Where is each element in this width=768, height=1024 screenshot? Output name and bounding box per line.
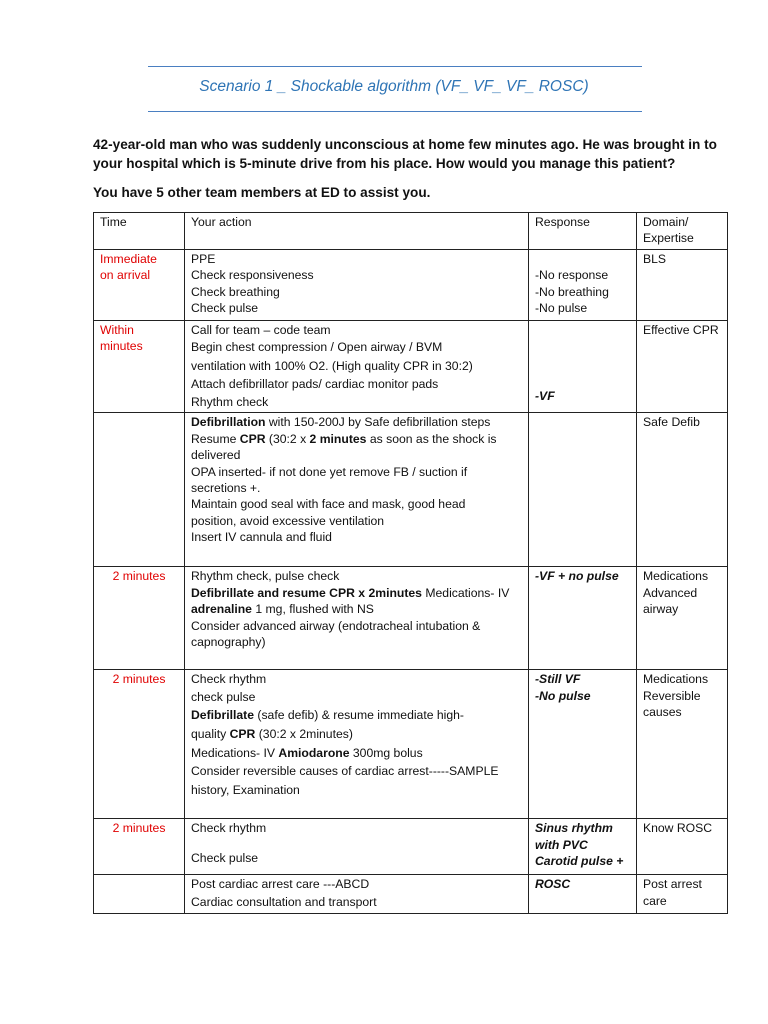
table-row — [94, 875, 728, 914]
action-cell: Check rhythm Check pulse — [185, 819, 529, 875]
table-row — [94, 413, 728, 567]
domain-cell: BLS — [637, 249, 728, 320]
time-cell — [94, 413, 185, 567]
response-cell: -No response -No breathing -No pulse — [529, 249, 637, 320]
header-response: Response — [529, 213, 637, 250]
domain-cell: Safe Defib — [637, 413, 728, 567]
action-cell: Post cardiac arrest care ---ABCD Cardiac consultation and transport — [185, 875, 529, 914]
response-cell — [529, 413, 637, 567]
action-cell: Rhythm check, pulse check Defibrillate and resume CPR x 2minutes Medications- IV adrenaline 1 mg, flushed with NS Consider advanced airway (endotracheal intubation & capnography) — [185, 567, 529, 670]
time-cell — [94, 875, 185, 914]
response-cell: -VF — [529, 320, 637, 413]
response-cell: -Still VF -No pulse — [529, 670, 637, 819]
response-cell: Sinus rhythm with PVC Carotid pulse + — [529, 819, 637, 875]
domain-cell: Medications Advanced airway — [637, 567, 728, 670]
table-row — [94, 567, 728, 670]
response-cell: ROSC — [529, 875, 637, 914]
time-cell: Within minutes — [94, 320, 185, 413]
time-cell: 2 minutes — [94, 670, 185, 819]
table-row — [94, 320, 728, 413]
header-action: Your action — [185, 213, 529, 250]
time-cell: 2 minutes — [94, 819, 185, 875]
table-row — [94, 670, 728, 819]
action-cell: PPE Check responsiveness Check breathing Check pulse — [185, 249, 529, 320]
action-cell: Call for team – code team Begin chest compression / Open airway / BVM ventilation with 100% O2. (High quality CPR in 30:2) Attach defibrillator pads/ cardiac monitor pads Rhythm check — [185, 320, 529, 413]
team-note: You have 5 other team members at ED to assist you. — [93, 185, 431, 200]
action-cell: Check rhythm check pulse Defibrillate (safe defib) & resume immediate high- quality CPR (30:2 x 2minutes) Medications- IV Amiodarone 300mg bolus Consider reversible causes of cardiac arrest-----SAMPLE history, Examination — [185, 670, 529, 819]
case-description: 42-year-old man who was suddenly unconscious at home few minutes ago. He was brought in to your hospital which is 5-minute drive from his place. How would you manage this patient? — [93, 137, 717, 171]
title-rule-top — [148, 66, 642, 67]
scenario-title: Scenario 1 _ Shockable algorithm (VF_ VF_ VF_ ROSC) — [199, 78, 589, 95]
domain-cell: Know ROSC — [637, 819, 728, 875]
table-row — [94, 249, 728, 320]
domain-cell: Effective CPR — [637, 320, 728, 413]
time-cell: 2 minutes — [94, 567, 185, 670]
scenario-table — [93, 212, 728, 914]
title-rule-bottom — [148, 111, 642, 112]
time-cell: Immediate on arrival — [94, 249, 185, 320]
table-header-row — [94, 213, 728, 250]
domain-cell: Medications Reversible causes — [637, 670, 728, 819]
response-cell: -VF + no pulse — [529, 567, 637, 670]
header-domain: Domain/ Expertise — [637, 213, 728, 250]
header-time: Time — [94, 213, 185, 250]
domain-cell: Post arrest care — [637, 875, 728, 914]
table-row — [94, 819, 728, 875]
action-cell: Defibrillation with 150-200J by Safe defibrillation steps Resume CPR (30:2 x 2 minutes as soon as the shock is delivered OPA inserted- if not done yet remove FB / suction if secretions +. Maintain good seal with face and mask, good head position, avoid excessive ventilation Insert IV cannula and fluid — [185, 413, 529, 567]
